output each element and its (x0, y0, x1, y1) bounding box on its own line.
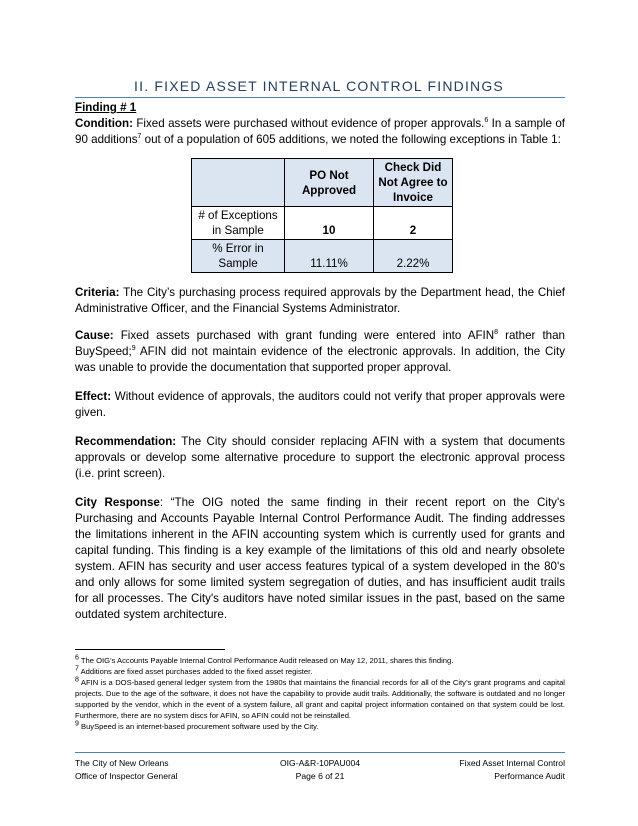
footer-middle (245, 757, 395, 783)
condition-text-c: out of a population of 605 additions, we noted the following exceptions in Table 1: (141, 133, 561, 146)
footnote-7 (75, 666, 565, 677)
effect-label: Effect: (75, 390, 112, 403)
table-row (192, 207, 453, 240)
footnote-8 (75, 677, 565, 721)
exceptions-table (191, 158, 453, 273)
cause-paragraph (75, 328, 565, 376)
recommendation-paragraph (75, 434, 565, 482)
footnote-num: 6 (75, 654, 79, 662)
footnote-ref-8: 8 (494, 329, 499, 337)
condition-label: Condition: (75, 117, 133, 130)
recommendation-text: The City should consider replacing AFIN with a system that documents approvals or develop some alternative procedure to support the electronic approval process (i.e. print screen). (75, 435, 565, 480)
table-header-row (192, 159, 453, 207)
footnote-9 (75, 721, 565, 732)
title-rule (75, 97, 565, 98)
criteria-label: Criteria: (75, 286, 120, 299)
effect-paragraph (75, 389, 565, 421)
cause-block (75, 328, 565, 376)
effect-text: Without evidence of approvals, the auditors could not verify that proper approvals were given. (75, 390, 565, 419)
footnote-num: 9 (75, 720, 79, 728)
cell-exceptions-po: 10 (285, 207, 374, 240)
condition-text-b: In a sample of 90 additions (75, 117, 566, 146)
criteria-text: The City’s purchasing process required approvals by the Department head, the Chief Administrative Officer, and the Financial Systems Administrator. (75, 286, 565, 315)
table-row (192, 240, 453, 273)
effect-block (75, 389, 565, 421)
footer-page-number: Page 6 of 21 (295, 771, 345, 781)
finding-heading: Finding # 1 (75, 101, 137, 114)
footer-report-subtitle: Performance Audit (494, 771, 565, 781)
condition-paragraph (75, 116, 565, 148)
footnote-6 (75, 655, 565, 666)
city-response-label: City Response (75, 496, 160, 509)
recommendation-block (75, 434, 565, 482)
cause-label: Cause: (75, 329, 114, 342)
cell-error-po: 11.11% (285, 240, 374, 273)
cause-text-b: rather than BuySpeed; (75, 329, 566, 358)
row-label-exceptions: # of Exceptions in Sample (192, 207, 285, 240)
footer-report-title: Fixed Asset Internal Control (459, 758, 565, 768)
city-response-block (75, 495, 565, 623)
footnote-text: BuySpeed is an internet-based procurement software used by the City. (78, 722, 319, 731)
cause-text-c: AFIN did not maintain evidence of the electronic approvals. In addition, the City was unable to provide the documentation that supported proper approval. (75, 345, 565, 374)
footer-left (75, 757, 178, 783)
city-response-text: : “The OIG noted the same finding in their recent report on the City's Purchasing and Accounts Payable Internal Control Performance Audit. The finding addresses the limitations inherent in the AFIN accounting system which is currently used for grants and capital funding. This finding is a key example of the limitations of this old and nearly obsolete system. AFIN has security and user access features typical of a system developed in the 80's and only allows for some limited system segregation of duties, and has insufficient audit trails for all processes. The City's auditors have noted similar issues in the past, based on the same outdated system architecture. (75, 496, 565, 621)
recommendation-label: Recommendation: (75, 435, 177, 448)
section-title: II. FIXED ASSET INTERNAL CONTROL FINDINGS (134, 78, 504, 94)
footer-report-id: OIG-A&R-10PAU004 (279, 758, 361, 768)
col-header-po-not-approved: PO Not Approved (285, 159, 374, 207)
footer-office: Office of Inspector General (75, 771, 178, 781)
footnote-num: 7 (75, 665, 79, 673)
footnote-text: AFIN is a DOS-based general ledger system from the 1980s that maintains the financial records for all of the City’s grant programs and capital projects. Due to the age of the software, it does not have the capability to provide audit trails. Additionally, the software is outdated and no longer supported by the vendor, which in the event of a system failure, all grant and capital project information contained on that system could be lost. Furthermore, there are no system discs for AFIN, so AFIN could not be reinstalled. (75, 678, 565, 720)
row-label-error: % Error in Sample (192, 240, 285, 273)
footnote-ref-9: 9 (131, 345, 136, 353)
footnote-ref-6: 6 (484, 117, 489, 125)
cell-error-check: 2.22% (374, 240, 453, 273)
footer-right (459, 757, 565, 783)
criteria-paragraph (75, 285, 565, 317)
col-header-check-did-not-agree: Check Did Not Agree to Invoice (374, 159, 453, 207)
cause-text-a: Fixed assets purchased with grant funding were entered into AFIN (113, 329, 495, 342)
footnote-num: 8 (75, 676, 79, 684)
city-response-paragraph (75, 495, 565, 623)
criteria-block (75, 285, 565, 317)
table-corner-cell (192, 159, 285, 207)
footnote-text: Additions are fixed asset purchases added to the fixed asset register. (78, 667, 313, 676)
footnote-separator (75, 649, 225, 650)
footnote-ref-7: 7 (137, 133, 142, 141)
footnotes (75, 655, 565, 732)
condition-text-a: Fixed assets were purchased without evidence of proper approvals. (132, 117, 485, 130)
footnote-text: The OIG’s Accounts Payable Internal Control Performance Audit released on May 12, 2011, shares this finding. (78, 656, 454, 665)
cell-exceptions-check: 2 (374, 207, 453, 240)
condition-block (75, 100, 565, 148)
footer-rule (75, 752, 565, 753)
footer-org: The City of New Orleans (75, 758, 169, 768)
